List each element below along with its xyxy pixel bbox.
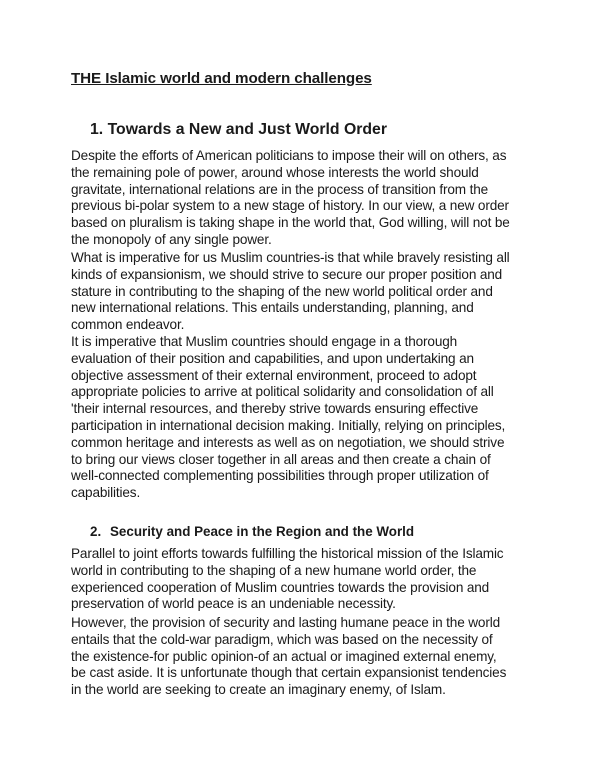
document-title: THE Islamic world and modern challenges xyxy=(71,70,372,87)
text-line: appropriate policies to arrive at political solidarity and consolidation of all xyxy=(71,384,494,400)
text-line: the remaining pole of power, around whose interests the world should xyxy=(71,164,479,180)
text-line: well-connected complementing possibilities through proper utilization of xyxy=(71,468,489,484)
text-line: world in contributing to the shaping of a new humane world order, the xyxy=(71,562,477,578)
text-line: evaluation of their position and capabilities, and upon undertaking an xyxy=(71,350,474,366)
text-line: However, the provision of security and lasting humane peace in the world xyxy=(71,615,500,630)
section-2-number: 2. xyxy=(90,524,102,539)
text-line: Parallel to joint efforts towards fulfilling the historical mission of the Islamic xyxy=(71,546,504,561)
section-2-heading xyxy=(90,524,414,539)
text-line: the monopoly of any single power. xyxy=(71,231,272,247)
text-line: stature in contributing to the shaping of the new world political order and xyxy=(71,283,493,299)
text-line: What is imperative for us Muslim countries-is that while bravely resisting all xyxy=(71,250,510,265)
text-line: new international relations. This entails understanding, planning, and xyxy=(71,300,474,316)
text-line: entails that the cold-war paradigm, which was based on the necessity of xyxy=(71,631,493,647)
section-1-paragraph-2 xyxy=(71,250,541,334)
text-line: preservation of world peace is an undeniable necessity. xyxy=(71,596,396,612)
text-line: gravitate, international relations are in the process of transition from the xyxy=(71,181,489,197)
text-line: It is imperative that Muslim countries should engage in a thorough xyxy=(71,334,458,349)
text-line: in the world are seeking to create an imaginary enemy, of Islam. xyxy=(71,682,446,698)
text-line: previous bi-polar system to a new stage of history. In our view, a new order xyxy=(71,198,509,214)
text-line: objective assessment of their external environment, proceed to adopt xyxy=(71,367,477,383)
text-line: common endeavor. xyxy=(71,317,185,333)
text-line: be cast aside. It is unfortunate though that certain expansionist tendencies xyxy=(71,665,507,681)
section-1-paragraph-1 xyxy=(71,148,541,249)
text-line: kinds of expansionism, we should strive to secure our proper position and xyxy=(71,266,503,282)
text-line: based on pluralism is taking shape in the world that, God willing, will not be xyxy=(71,215,510,231)
text-line: to bring our views closer together in all areas and then create a chain of xyxy=(71,451,491,467)
section-2-title: Security and Peace in the Region and the World xyxy=(110,524,415,539)
text-line: capabilities. xyxy=(71,485,141,501)
section-1-heading: 1. Towards a New and Just World Order xyxy=(90,121,387,138)
section-1-paragraph-3 xyxy=(71,334,541,502)
text-line: participation in international decision making. Initially, relying on principles, xyxy=(71,417,506,433)
section-2-paragraph-1 xyxy=(71,546,541,613)
text-line: Despite the efforts of American politicians to impose their will on others, as xyxy=(71,148,507,163)
text-line: common heritage and interests as well as on negotiation, we should strive xyxy=(71,434,505,450)
text-line: experienced cooperation of Muslim countries towards the provision and xyxy=(71,579,490,595)
text-line: 'their internal resources, and thereby strive towards ensuring effective xyxy=(71,401,479,417)
text-line: the existence-for public opinion-of an actual or imagined external enemy, xyxy=(71,648,497,664)
section-2-paragraph-2 xyxy=(71,615,541,699)
